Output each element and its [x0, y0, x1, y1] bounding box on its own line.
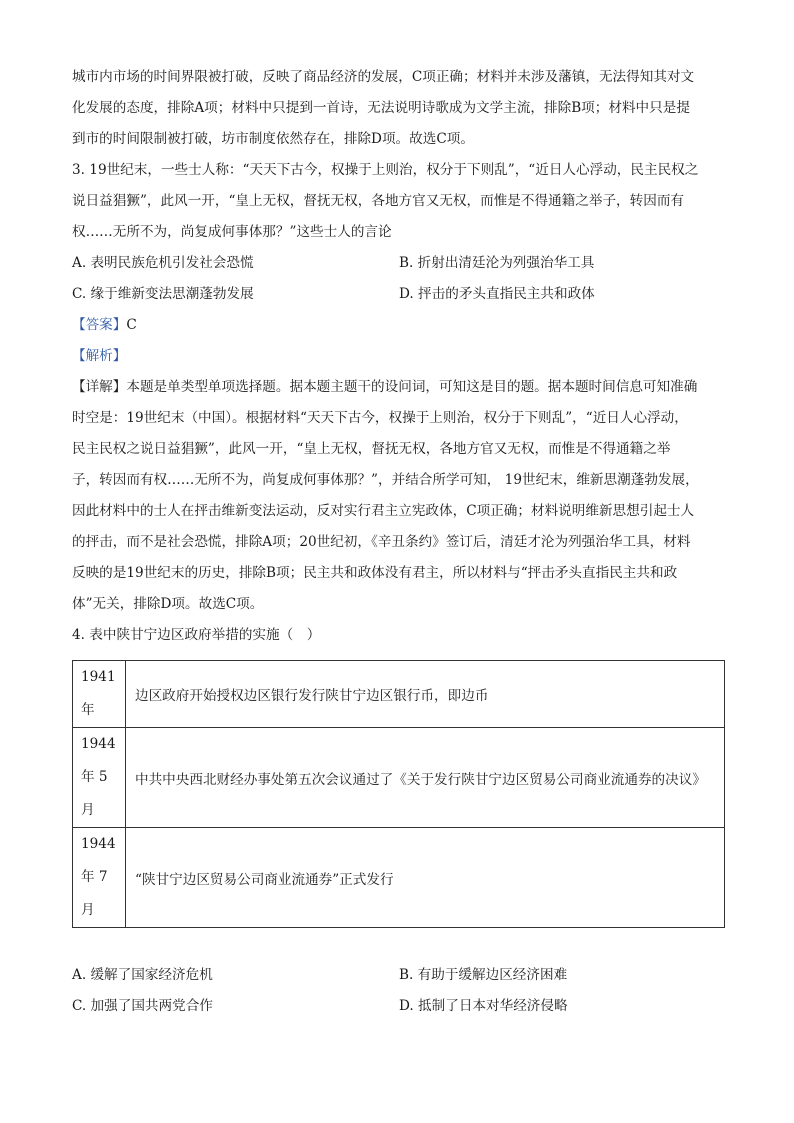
detail-line: 反映的是19世纪末的历史，排除B项；民主共和政体没有君主，所以材料与“抨击矛头直指民主共和政: [72, 565, 678, 581]
policy-table: [72, 660, 725, 928]
option-c: C. 加强了国共两党合作: [72, 998, 213, 1014]
answer-line: [72, 310, 726, 341]
option-b: B. 折射出清廷沦为列强治华工具: [399, 255, 595, 271]
detail-line: 民主民权之说日益猖獗”，此风一开，“皇上无权，督抚无权，各地方官又无权，而惟是不得通籍之举: [72, 441, 671, 457]
q2-analysis-tail: [72, 62, 726, 155]
options-grid: [72, 960, 726, 1022]
document-page: [72, 62, 726, 1022]
options-grid: [72, 248, 726, 310]
analysis-tag: 【解析】: [72, 348, 127, 364]
answer-value: C: [126, 317, 137, 333]
table-row: [73, 728, 725, 828]
answer-tag: 【答案】: [72, 317, 127, 333]
text-line: 到市的时间限制被打破，坊市制度依然存在，排除D项。故选C项。: [72, 131, 474, 147]
table-row: [73, 661, 725, 728]
year-cell: 1944 年 5 月: [73, 728, 126, 828]
question-4: [72, 620, 726, 1022]
question-stem-line: 3. 19世纪末，一些士人称：“天天下古今，权操于上则治，权分于下则乱”，“近日人心浮动，民主民权之: [72, 162, 699, 178]
table-row: [73, 828, 725, 928]
detail-line: 体”无关，排除D项。故选C项。: [72, 596, 264, 612]
option-a: A. 缓解了国家经济危机: [72, 967, 213, 983]
analysis-line: [72, 341, 726, 372]
question-stem-line: 权……无所不为，尚复成何事体那？”这些士人的言论: [72, 224, 392, 240]
detail-text: 本题是单类型单项选择题。据本题主题干的设问词，可知这是目的题。据本题时间信息可知准确: [126, 379, 698, 395]
text-line: 化发展的态度，排除A项；材料中只提到一首诗，无法说明诗歌成为文学主流，排除B项；材料中只是提: [72, 100, 690, 116]
event-cell: 边区政府开始授权边区银行发行陕甘宁边区银行币，即边币: [126, 661, 725, 728]
option-b: B. 有助于缓解边区经济困难: [399, 967, 568, 983]
question-stem: 4. 表中陕甘宁边区政府举措的实施（ ）: [72, 627, 321, 643]
option-c: C. 缘于维新变法思潮蓬勃发展: [72, 286, 254, 302]
detail-tag: 【详解】: [72, 379, 127, 395]
option-d: D. 抵制了日本对华经济侵略: [399, 998, 568, 1014]
detail-line: 子，转因而有权……无所不为，尚复成何事体那？”，并结合所学可知， 19世纪末，维新思潮蓬勃发展，: [72, 472, 699, 488]
question-3: [72, 155, 726, 620]
text-line: 城市内市场的时间界限被打破，反映了商品经济的发展，C项正确；材料并未涉及藩镇，无法得知其对文: [72, 69, 695, 85]
option-d: D. 抨击的矛头直指民主共和政体: [399, 286, 595, 302]
detail-line: 时空是：19世纪末（中国）。根据材料“天天下古今，权操于上则治，权分于下则乱”，“近日人心浮动，: [72, 410, 688, 426]
event-cell: “陕甘宁边区贸易公司商业流通券”正式发行: [126, 828, 725, 928]
year-cell: 1941 年: [73, 661, 126, 728]
year-cell: 1944 年 7 月: [73, 828, 126, 928]
option-a: A. 表明民族危机引发社会恐慌: [72, 255, 254, 271]
detail-line: 的抨击，而不是社会恐慌，排除A项；20世纪初，《辛丑条约》签订后，清廷才沦为列强治华工具，材料: [72, 534, 691, 550]
question-stem-line: 说日益猖獗”，此风一开，“皇上无权，督抚无权，各地方官又无权，而惟是不得通籍之举子，转因而有: [72, 193, 685, 209]
detail-line: [72, 372, 726, 403]
event-cell: 中共中央西北财经办事处第五次会议通过了《关于发行陕甘宁边区贸易公司商业流通券的决议》: [126, 728, 725, 828]
detail-line: 因此材料中的士人在抨击维新变法运动，反对实行君主立宪政体，C项正确；材料说明维新思想引起士人: [72, 503, 695, 519]
